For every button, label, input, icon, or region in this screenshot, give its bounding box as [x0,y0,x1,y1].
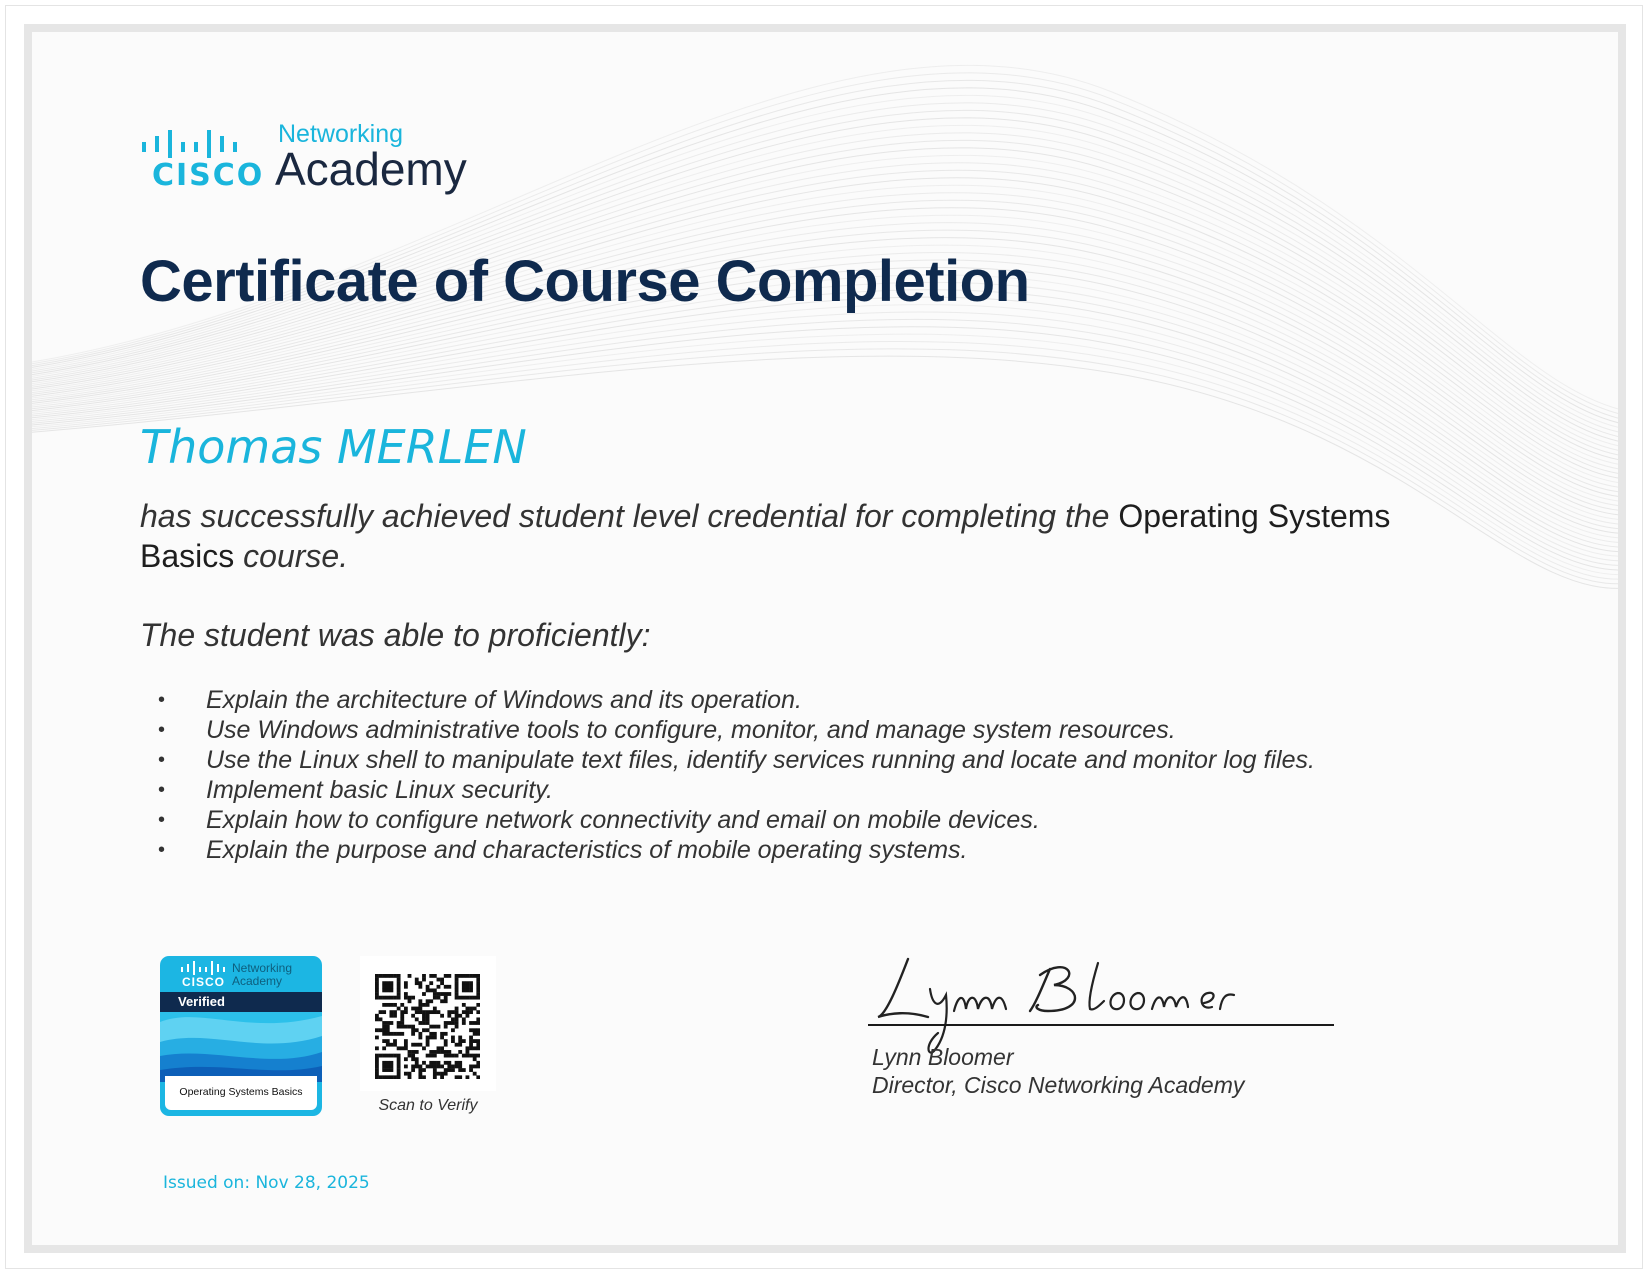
qr-code-icon [375,974,480,1079]
bullet-icon: • [158,749,166,771]
logo-networking-text: Networking [278,120,404,148]
achievement-prefix: has successfully achieved student level credential for completing the [140,498,1119,534]
logo-academy-text: Academy [275,143,467,195]
outcome-item [140,805,1540,835]
student-name: Thomas MERLEN [140,420,527,474]
badge-course-name: Operating Systems Basics [179,1086,303,1098]
bullet-icon: • [158,719,166,741]
badge-cisco-wordmark: CISCO [182,975,226,989]
verified-badge[interactable] [160,956,322,1116]
bullet-icon: • [158,779,166,801]
outcome-text: Implement basic Linux security. [206,776,553,804]
outcome-text: Explain the architecture of Windows and its operation. [206,686,802,714]
handwritten-signature [868,945,1348,1055]
certificate-title: Certificate of Course Completion [140,249,1030,314]
bullet-icon: • [158,839,166,861]
badge-wave-graphic [160,1012,322,1082]
scan-to-verify-caption: Scan to Verify [378,1097,478,1114]
badge-verified-label: Verified [178,994,225,1009]
signer-title: Director, Cisco Networking Academy [872,1072,1245,1098]
bullet-icon: • [158,809,166,831]
issued-date: Issued on: Nov 28, 2025 [163,1173,370,1193]
outcome-item [140,715,1540,745]
achievement-statement [140,496,1490,576]
outcome-item [140,835,1540,865]
achievement-suffix: course. [234,538,349,574]
outcome-item [140,685,1540,715]
course-name: Operating Systems Basics [140,498,1391,574]
badge-cisco-bars-icon [180,961,230,975]
bullet-icon: • [158,689,166,711]
badge-networking-text: Networking [232,961,293,975]
badge-academy-text: Academy [232,974,283,988]
signature-line [868,1024,1334,1026]
outcome-text: Explain how to configure network connectivity and email on mobile devices. [206,806,1040,834]
outcome-item [140,745,1540,775]
outcomes-intro: The student was able to proficiently: [140,617,651,653]
outcomes-list [140,685,1540,865]
outcome-item [140,775,1540,805]
signer-name: Lynn Bloomer [872,1044,1014,1070]
outcome-text: Use Windows administrative tools to configure, monitor, and manage system resources. [206,716,1176,744]
verification-qr-code[interactable] [360,956,496,1091]
cisco-bars-icon [141,130,247,158]
outcome-text: Explain the purpose and characteristics of mobile operating systems. [206,836,968,864]
cisco-wordmark: CISCO [152,158,265,193]
outcome-text: Use the Linux shell to manipulate text files, identify services running and locate and monitor log files. [206,746,1315,774]
